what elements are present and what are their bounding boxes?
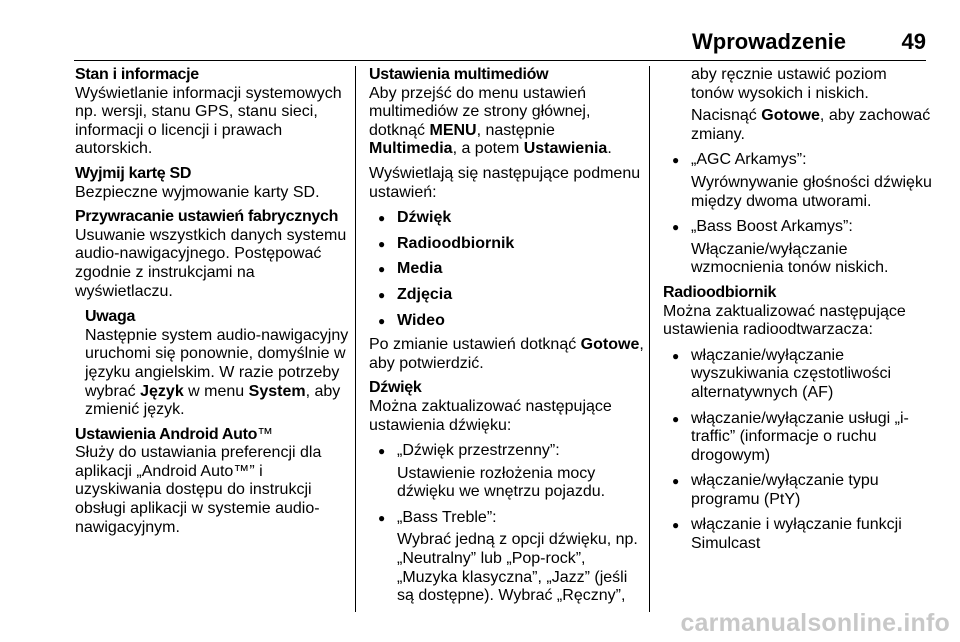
list-item: ● włączanie/wyłączanie typu programu (PtY) (663, 472, 933, 509)
continued-text: aby ręcznie ustawić poziom tonów wysokich i niskich. (691, 66, 887, 102)
page-title: Wprowadzenie (691, 29, 846, 54)
list-item: ● włączanie i wyłączanie funkcji Simulcast (663, 516, 933, 553)
sound-list-continued (663, 151, 933, 278)
page-header (74, 26, 926, 61)
column-2 (369, 66, 645, 606)
list-item: ● „Bass Treble”: Wybrać jedną z opcji dźwięku, np. „Neutralny” lub „Pop-rock”, „Muzyka klasyczna”, „Jazz” (jeśli są dostępne). Wybrać „Ręczny”, (369, 509, 645, 606)
column-divider (649, 66, 650, 612)
section-text: Służy do ustawiania preferencji dla aplikacji „Android Auto™” i uzyskiwania dostępu do instrukcji obsługi aplikacji w systemie audio-nawigacyjnym. (75, 444, 322, 536)
list-item: ● włączanie/wyłączanie usługi „i-traffic” (informacje o ruchu drogowym) (663, 410, 933, 466)
section-text: Usuwanie wszystkich danych systemu audio-nawigacyjnego. Postępować zgodnie z instrukcjami na wyświetlaczu. (75, 226, 347, 300)
section-heading: Stan i informacje (75, 66, 199, 83)
note-text: Następnie system audio-nawigacyjny uruchomi się ponownie, domyślnie w języku angielskim. W razie potrzeby wybrać Język w menu System, aby zmienić język. (85, 326, 349, 419)
list-item: ● „Dźwięk przestrzenny”: Ustawienie rozłożenia mocy dźwięku we wnętrzu pojazdu. (369, 442, 645, 502)
note-box (85, 308, 350, 420)
section-heading: Przywracanie ustawień fabrycznych (75, 208, 339, 226)
column-3 (663, 66, 933, 554)
list-item: ● „Bass Boost Arkamys”: Włączanie/wyłączanie wzmocnienia tonów niskich. (663, 218, 933, 278)
column-1 (75, 66, 350, 537)
list-item: ● Radioodbiornik (369, 235, 645, 254)
section-text: Wyświetlają się następujące podmenu ustawień: (369, 164, 641, 201)
section-text: Wyświetlanie informacji systemowych np. wersji, stanu GPS, stanu sieci, informacji o licencji i prawach autorskich. (75, 84, 342, 158)
section-heading: Dźwięk (369, 379, 422, 397)
column-divider (355, 66, 356, 612)
list-item: ● Zdjęcia (369, 286, 645, 305)
section-text: Można zaktualizować następujące ustawienia radioodtwarzacza: (663, 302, 906, 339)
section-heading: Ustawienia Android Auto™ (75, 425, 273, 443)
list-item: ● Dźwięk (369, 209, 645, 228)
list-item: ● „AGC Arkamys”: Wyrównywanie głośności dźwięku między dwoma utworami. (663, 151, 933, 211)
list-item: ● Media (369, 260, 645, 279)
list-item: ● włączanie/wyłączanie wyszukiwania częstotliwości alternatywnych (AF) (663, 347, 933, 403)
section-heading: Ustawienia multimediów (369, 66, 549, 83)
sound-list (369, 442, 645, 606)
section-text: Po zmianie ustawień dotknąć Gotowe, aby potwierdzić. (369, 336, 644, 372)
submenu-list (369, 209, 645, 330)
section-text: Można zaktualizować następujące ustawienia dźwięku: (369, 397, 612, 434)
section-text: Bezpieczne wyjmowanie karty SD. (75, 183, 320, 201)
section-heading: Wyjmij kartę SD (75, 164, 192, 182)
continued-text: Nacisnąć Gotowe, aby zachować zmiany. (691, 107, 931, 143)
page-number: 49 (901, 29, 926, 54)
section-text: Aby przejść do menu ustawień multimediów ze strony głównej, dotknąć MENU, następnie Multimedia, a potem Ustawienia. (369, 84, 612, 158)
watermark: carmanualsonline.info (680, 609, 950, 637)
radio-list (663, 347, 933, 554)
section-heading: Radioodbiornik (663, 283, 777, 301)
note-heading: Uwaga (85, 308, 136, 326)
list-item: ● Wideo (369, 312, 645, 331)
